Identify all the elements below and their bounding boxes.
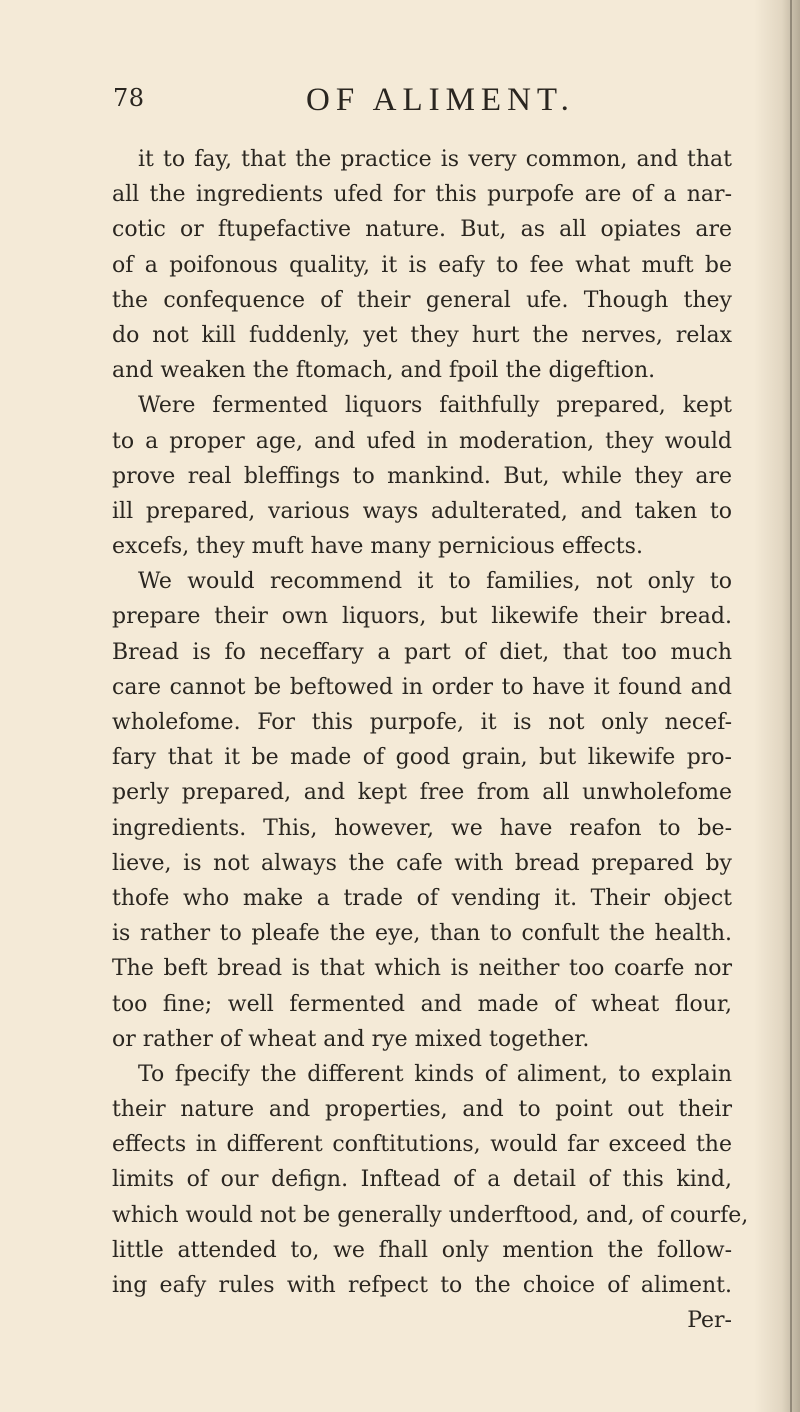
paragraph-start-line: We would recommend it to families, not only to bbox=[138, 569, 732, 595]
text-line: which would not be generally underftood, and, of courfe, bbox=[112, 1202, 749, 1228]
text-line: the confequence of their general ufe. Though they bbox=[112, 287, 732, 313]
catchword: Per- bbox=[687, 1308, 732, 1334]
page-header bbox=[113, 82, 733, 126]
text-line: do not kill fuddenly, yet they hurt the nerves, relax bbox=[112, 322, 732, 348]
text-line: effects in different conftitutions, would far exceed the bbox=[112, 1132, 732, 1158]
text-line: prepare their own liquors, but likewife their bread. bbox=[112, 604, 732, 630]
page-shadow bbox=[754, 0, 800, 1412]
text-line: and weaken the ftomach, and fpoil the digeftion. bbox=[112, 358, 656, 384]
text-line: excefs, they muft have many pernicious effects. bbox=[112, 534, 643, 560]
text-line: it to fay, that the practice is very common, and that bbox=[138, 147, 732, 172]
text-line: limits of our defign. Inftead of a detail of this kind, bbox=[112, 1167, 732, 1193]
text-line: ingredients. This, however, we have reafon to be- bbox=[112, 815, 732, 841]
text-line: their nature and properties, and to point out their bbox=[112, 1097, 732, 1123]
text-line: too fine; well fermented and made of wheat flour, bbox=[112, 991, 732, 1017]
text-line: little attended to, we fhall only mention the follow- bbox=[112, 1237, 732, 1263]
text-line: perly prepared, and kept free from all unwholefome bbox=[112, 780, 732, 806]
text-line: cotic or ftupefactive nature. But, as all opiates are bbox=[112, 217, 732, 243]
paragraph-start-line: To fpecify the different kinds of aliment, to explain bbox=[138, 1061, 732, 1087]
page-number: 78 bbox=[113, 84, 145, 112]
text-line: of a poifonous quality, it is eafy to fee what muft be bbox=[112, 252, 732, 278]
text-line: prove real bleffings to mankind. But, while they are bbox=[112, 463, 732, 489]
text-line: fary that it be made of good grain, but likewife pro- bbox=[112, 745, 732, 771]
text-line: to a proper age, and ufed in moderation, they would bbox=[112, 428, 732, 454]
page-edge bbox=[790, 0, 792, 1412]
text-line: or rather of wheat and rye mixed together. bbox=[112, 1026, 590, 1052]
text-line: wholefome. For this purpofe, it is not only necef- bbox=[112, 710, 732, 735]
text-line: ing eafy rules with refpect to the choice of aliment. bbox=[112, 1273, 732, 1298]
text-line: thofe who make a trade of vending it. Their object bbox=[112, 885, 732, 911]
text-line: Bread is fo neceffary a part of diet, that too much bbox=[112, 639, 732, 665]
text-line: The beft bread is that which is neither too coarfe nor bbox=[112, 956, 732, 982]
text-line: ill prepared, various ways adulterated, and taken to bbox=[112, 498, 732, 524]
text-line: all the ingredients ufed for this purpofe are of a nar- bbox=[112, 182, 732, 208]
running-head: OF ALIMENT. bbox=[306, 82, 575, 118]
text-line: care cannot be beftowed in order to have it found and bbox=[112, 674, 732, 700]
text-line: is rather to pleafe the eye, than to confult the health. bbox=[112, 921, 732, 947]
body-text bbox=[112, 142, 749, 1338]
paragraph-start-line: Were fermented liquors faithfully prepared, kept bbox=[138, 393, 732, 419]
text-line: lieve, is not always the cafe with bread prepared by bbox=[112, 850, 732, 876]
